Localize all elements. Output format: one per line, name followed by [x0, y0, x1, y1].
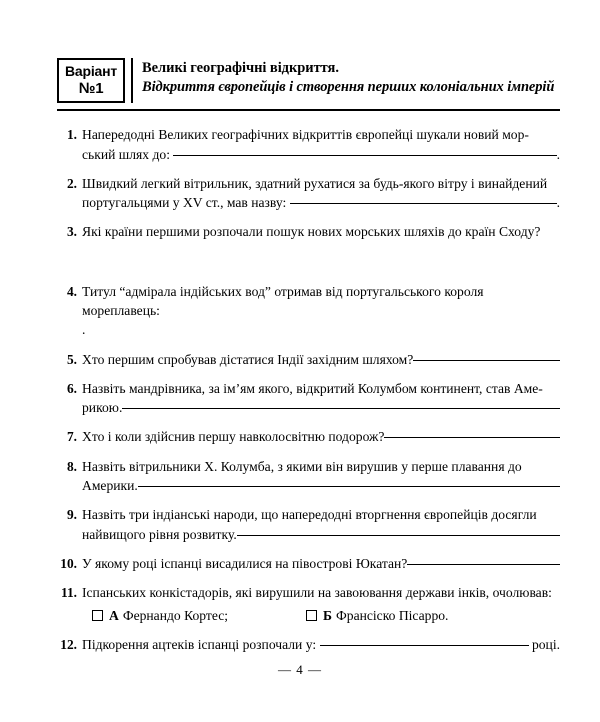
question-number: 3.: [66, 224, 77, 240]
question-text: Титул “адмірала індійських вод” отримав від португальського короля мореплавець:: [82, 283, 484, 318]
answer-line[interactable]: [82, 635, 560, 654]
question-text: Назвіть мандрівника, за ім’ям якого, відкритий Колумбом континент, став Аме-: [82, 380, 543, 396]
answer-blank[interactable]: [407, 564, 560, 565]
answer-blank[interactable]: [320, 645, 529, 646]
answer-line[interactable]: [82, 525, 560, 544]
question-number: 9.: [66, 507, 77, 523]
question-item: [57, 282, 560, 340]
question-item: [57, 457, 560, 496]
option-b[interactable]: [306, 606, 448, 625]
question-body: [82, 427, 560, 446]
answer-blank[interactable]: [173, 155, 556, 156]
question-body: [82, 505, 560, 544]
question-text: Назвіть три індіанські народи, що напередодні вторгнення європейців досягли: [82, 507, 537, 523]
question-number: 10.: [60, 555, 77, 571]
question-text: Підкорення ацтеків іспанці розпочали у:: [82, 636, 320, 652]
question-number: 6.: [66, 380, 77, 396]
page-title: Великі географічні відкриття.: [142, 60, 339, 76]
option-label: Фернандо Кортес;: [122, 607, 229, 623]
question-body: [82, 635, 560, 654]
header-rule: [57, 109, 560, 111]
question-text-cont: найвищого рівня розвитку.: [82, 526, 237, 542]
question-body: [82, 350, 560, 369]
checkbox-icon[interactable]: [306, 610, 317, 621]
page-number: — 4 —: [278, 662, 322, 677]
question-text: Хто першим спробував дістатися Індії західним шляхом?: [82, 351, 414, 367]
question-item: [57, 505, 560, 544]
answer-line-tail: .: [556, 146, 560, 162]
answer-blank[interactable]: [290, 203, 557, 204]
question-number: 7.: [66, 429, 77, 445]
question-item: [57, 174, 560, 213]
answer-line[interactable]: [82, 350, 560, 369]
option-letter: Б: [323, 607, 333, 623]
question-number: 4.: [66, 283, 77, 299]
answer-blank[interactable]: [413, 360, 560, 361]
answer-space[interactable]: [82, 242, 560, 272]
answer-line[interactable]: [82, 193, 560, 212]
page-header: [57, 58, 560, 108]
question-number: 12.: [60, 636, 77, 652]
checkbox-icon[interactable]: [92, 610, 103, 621]
question-text-cont: ський шлях до:: [82, 146, 174, 162]
question-body: [82, 554, 560, 573]
answer-line-tail: .: [82, 322, 86, 338]
option-a[interactable]: [92, 606, 228, 625]
question-body: [82, 282, 560, 340]
question-body: [82, 583, 560, 625]
option-label: Франсіско Пісарро.: [336, 607, 449, 623]
header-titles: [133, 58, 560, 103]
variant-number: №1: [78, 79, 104, 97]
answer-line-tail: .: [556, 195, 560, 211]
answer-line-tail: році.: [528, 636, 560, 652]
answer-line[interactable]: [82, 427, 560, 446]
answer-line[interactable]: [82, 554, 560, 573]
variant-box: [57, 58, 125, 103]
question-body: [82, 222, 560, 271]
question-number: 8.: [66, 458, 77, 474]
question-body: [82, 125, 560, 164]
question-body: [82, 457, 560, 496]
question-text: Хто і коли здійснив першу навколосвітню подорож?: [82, 429, 385, 445]
question-text: Які країни першими розпочали пошук нових морських шляхів до країн Сходу?: [82, 224, 541, 240]
question-item: [57, 125, 560, 164]
question-item: [57, 635, 560, 654]
question-number: 11.: [61, 585, 77, 601]
question-list: [57, 125, 560, 654]
question-text-cont: рикою.: [82, 400, 123, 416]
option-letter: А: [109, 607, 119, 623]
question-text: Напередодні Великих географічних відкриттів європейці шукали новий мор-: [82, 127, 529, 143]
question-text-cont: Америки.: [82, 478, 138, 494]
question-number: 5.: [66, 351, 77, 367]
question-item: [57, 350, 560, 369]
question-item: [57, 427, 560, 446]
answer-blank[interactable]: [237, 535, 560, 536]
question-text-cont: португальцями у XV ст., мав назву:: [82, 195, 290, 211]
question-text: Назвіть вітрильники Х. Колумба, з якими він вирушив у перше плавання до: [82, 458, 522, 474]
answer-line[interactable]: [82, 476, 560, 495]
question-text: У якому році іспанці висадилися на півострові Юкатан?: [82, 555, 408, 571]
answer-blank[interactable]: [138, 486, 560, 487]
question-item: [57, 554, 560, 573]
page-subtitle: Відкриття європейців і створення перших колоніальних імперій: [142, 78, 555, 95]
question-number: 1.: [66, 127, 77, 143]
answer-line[interactable]: [82, 398, 560, 417]
answer-options: [82, 606, 560, 625]
answer-line[interactable]: [82, 145, 560, 164]
answer-blank[interactable]: [122, 408, 560, 409]
answer-blank[interactable]: [384, 437, 560, 438]
question-text: Швидкий легкий вітрильник, здатний рухатися за будь-якого вітру і винайдений: [82, 175, 548, 191]
question-text: Іспанських конкістадорів, які вирушили на завоювання держави інків, очолював:: [82, 585, 552, 601]
question-body: [82, 174, 560, 213]
question-number: 2.: [66, 175, 77, 191]
question-item: [57, 379, 560, 418]
question-body: [82, 379, 560, 418]
question-item: [57, 583, 560, 625]
page-footer: [0, 662, 600, 678]
question-item: [57, 222, 560, 271]
variant-label: Варіант: [65, 63, 118, 79]
